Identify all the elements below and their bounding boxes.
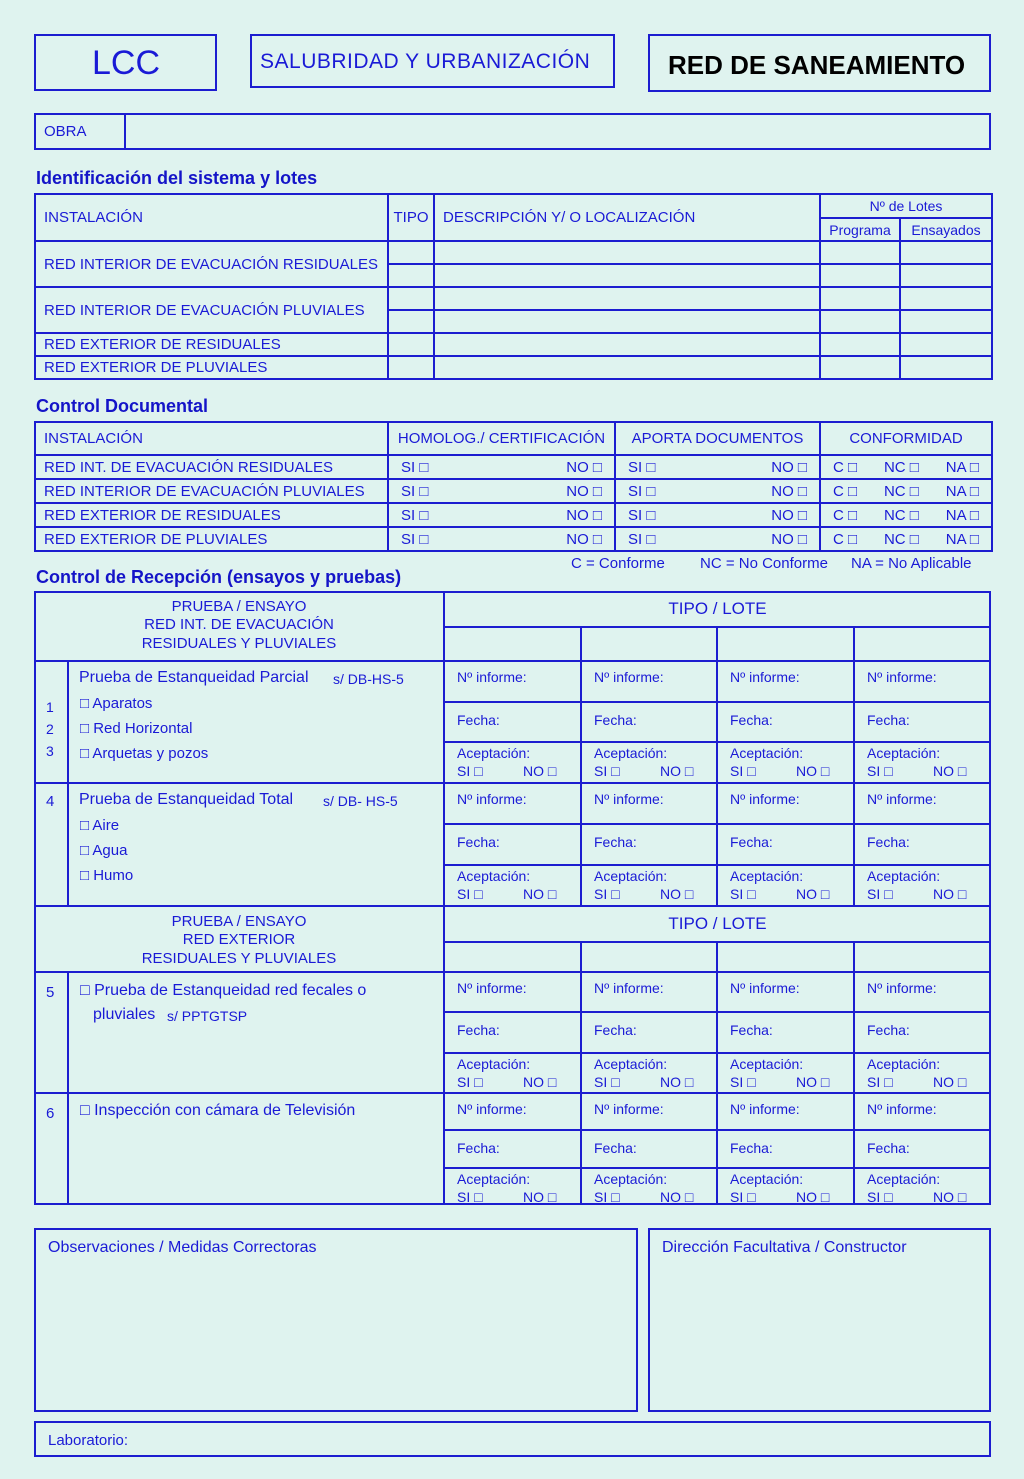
informe-field[interactable]: Nº informe: (457, 1101, 527, 1117)
test-title: Prueba de Estanqueidad Total (79, 791, 294, 808)
si-checkbox[interactable]: SI □ (730, 1073, 756, 1090)
aceptacion-label: Aceptación: (730, 1055, 804, 1072)
descripcion-field[interactable] (434, 310, 820, 333)
grid-line (34, 782, 991, 784)
laboratorio-label: Laboratorio: (48, 1432, 129, 1449)
no-checkbox[interactable]: NO □ (933, 886, 967, 902)
grid-line (444, 1052, 991, 1054)
nc-checkbox[interactable]: NC □ (883, 506, 919, 524)
obra-label: OBRA (35, 114, 125, 149)
aceptacion-label: Aceptación: (457, 868, 531, 884)
na-checkbox[interactable]: NA □ (945, 458, 979, 476)
informe-field[interactable]: Nº informe: (594, 1101, 664, 1117)
legend-nc: NC = No Conforme (700, 555, 828, 572)
grid-line (444, 741, 991, 743)
si-checkbox[interactable]: SI □ (628, 458, 656, 476)
section-box (250, 34, 615, 88)
doc-col-instalacion: INSTALACIÓN (35, 422, 388, 455)
si-checkbox[interactable]: SI □ (730, 763, 756, 780)
si-checkbox[interactable]: SI □ (867, 886, 893, 902)
si-checkbox[interactable]: SI □ (594, 1188, 620, 1205)
no-checkbox[interactable]: NO □ (796, 763, 830, 780)
fecha-field[interactable]: Fecha: (867, 834, 910, 850)
fecha-field[interactable]: Fecha: (594, 834, 637, 850)
informe-field[interactable]: Nº informe: (867, 980, 937, 996)
doc-row-label: RED EXTERIOR DE PLUVIALES (35, 527, 388, 551)
programa-field[interactable] (820, 287, 900, 310)
c-checkbox[interactable]: C □ (833, 506, 858, 524)
legend-na: NA = No Aplicable (851, 555, 972, 572)
na-checkbox[interactable]: NA □ (945, 530, 979, 548)
tipo-lote-header: TIPO / LOTE (668, 914, 767, 933)
documental-table (34, 421, 993, 552)
programa-field[interactable] (820, 241, 900, 264)
fecha-field[interactable]: Fecha: (730, 1140, 773, 1157)
no-checkbox[interactable]: NO □ (566, 506, 602, 524)
grid-line (853, 941, 855, 1205)
si-checkbox[interactable]: SI □ (457, 1073, 483, 1090)
fecha-field[interactable]: Fecha: (457, 834, 500, 850)
col-ensayados: Ensayados (900, 218, 992, 241)
informe-field[interactable]: Nº informe: (730, 980, 800, 996)
lcc-logo-text: LCC (92, 44, 161, 82)
grid-line (67, 661, 69, 906)
fecha-field[interactable]: Fecha: (457, 1140, 500, 1157)
informe-field[interactable]: Nº informe: (594, 980, 664, 996)
ensayados-field[interactable] (900, 333, 992, 356)
col-instalacion: INSTALACIÓN (35, 194, 388, 241)
fecha-field[interactable]: Fecha: (867, 1022, 910, 1039)
si-checkbox[interactable]: SI □ (594, 1073, 620, 1090)
doc-col-homolog: HOMOLOG./ CERTIFICACIÓN (388, 422, 615, 455)
grid-line (34, 591, 36, 1205)
no-checkbox[interactable]: NO □ (933, 763, 967, 780)
informe-field[interactable]: Nº informe: (730, 791, 800, 807)
test-number: 5 (46, 984, 55, 1001)
direccion-label: Dirección Facultativa / Constructor (662, 1239, 907, 1256)
grid-line (34, 1092, 991, 1094)
block1-title-line: RED INT. DE EVACUACIÓN (144, 616, 334, 633)
fecha-field[interactable]: Fecha: (730, 834, 773, 850)
option-checkbox[interactable]: □ Aparatos (80, 695, 153, 712)
obra-field[interactable] (125, 114, 990, 149)
no-checkbox[interactable]: NO □ (566, 482, 602, 500)
aceptacion-label: Aceptación: (594, 1170, 668, 1187)
nc-checkbox[interactable]: NC □ (883, 530, 919, 548)
si-checkbox[interactable]: SI □ (457, 1188, 483, 1205)
title-box (648, 34, 991, 92)
aceptacion-label: Aceptación: (457, 1170, 531, 1187)
nc-checkbox[interactable]: NC □ (883, 482, 919, 500)
programa-field[interactable] (820, 310, 900, 333)
row-instalacion: RED INTERIOR DE EVACUACIÓN RESIDUALES (35, 241, 388, 287)
grid-line (444, 1129, 991, 1131)
grid-line (444, 823, 991, 825)
row-instalacion: RED INTERIOR DE EVACUACIÓN PLUVIALES (35, 287, 388, 333)
informe-field[interactable]: Nº informe: (867, 669, 937, 685)
doc-row-label: RED INTERIOR DE EVACUACIÓN PLUVIALES (35, 479, 388, 503)
informe-field[interactable]: Nº informe: (457, 791, 527, 807)
aceptacion-label: Aceptación: (594, 1055, 668, 1072)
si-checkbox[interactable]: SI □ (628, 530, 656, 548)
no-checkbox[interactable]: NO □ (660, 1073, 694, 1090)
tipo-field[interactable] (388, 264, 434, 287)
test-title: Prueba de Estanqueidad Parcial (79, 669, 309, 686)
informe-field[interactable]: Nº informe: (867, 791, 937, 807)
test-reference: s/ DB-HS-5 (333, 671, 404, 687)
tipo-field[interactable] (388, 356, 434, 379)
na-checkbox[interactable]: NA □ (945, 506, 979, 524)
no-checkbox[interactable]: NO □ (771, 506, 807, 524)
no-checkbox[interactable]: NO □ (523, 1188, 557, 1205)
ensayados-field[interactable] (900, 287, 992, 310)
option-checkbox[interactable]: □ Red Horizontal (80, 720, 193, 737)
test-title-cont: pluviales (93, 1006, 156, 1023)
grid-line (34, 591, 991, 593)
no-checkbox[interactable]: NO □ (771, 458, 807, 476)
si-checkbox[interactable]: SI □ (628, 506, 656, 524)
fecha-field[interactable]: Fecha: (594, 711, 637, 728)
laboratorio-box[interactable] (34, 1421, 991, 1457)
si-checkbox[interactable]: SI □ (628, 482, 656, 500)
observaciones-label: Observaciones / Medidas Correctoras (48, 1239, 317, 1256)
fecha-field[interactable]: Fecha: (867, 1140, 910, 1157)
test-number: 1 (46, 699, 54, 715)
col-lotes: Nº de Lotes (820, 194, 992, 218)
programa-field[interactable] (820, 356, 900, 379)
si-checkbox[interactable]: SI □ (730, 1188, 756, 1205)
no-checkbox[interactable]: NO □ (566, 530, 602, 548)
fecha-field[interactable]: Fecha: (594, 1140, 637, 1157)
no-checkbox[interactable]: NO □ (771, 482, 807, 500)
programa-field[interactable] (820, 333, 900, 356)
doc-row-label: RED INT. DE EVACUACIÓN RESIDUALES (35, 455, 388, 479)
no-checkbox[interactable]: NO □ (660, 886, 694, 902)
fecha-field[interactable]: Fecha: (867, 711, 910, 728)
si-checkbox[interactable]: SI □ (867, 763, 893, 780)
no-checkbox[interactable]: NO □ (796, 886, 830, 902)
option-checkbox[interactable]: □ Agua (80, 842, 128, 859)
informe-field[interactable]: Nº informe: (594, 791, 664, 807)
si-checkbox[interactable]: SI □ (457, 886, 483, 902)
no-checkbox[interactable]: NO □ (771, 530, 807, 548)
si-checkbox[interactable]: SI □ (401, 458, 429, 476)
no-checkbox[interactable]: NO □ (523, 763, 557, 780)
si-checkbox[interactable]: SI □ (594, 763, 620, 780)
option-checkbox[interactable]: □ Humo (80, 867, 134, 884)
recepcion-grid (34, 591, 991, 1205)
tipo-lote-header: TIPO / LOTE (668, 599, 767, 618)
fecha-field[interactable]: Fecha: (594, 1022, 637, 1039)
legend-c: C = Conforme (571, 555, 665, 572)
test-title[interactable]: □ Prueba de Estanqueidad red fecales o (80, 982, 367, 999)
fecha-field[interactable]: Fecha: (730, 711, 773, 728)
page-title: RED DE SANEAMIENTO (668, 50, 966, 80)
grid-line (716, 941, 718, 1205)
informe-field[interactable]: Nº informe: (730, 669, 800, 685)
aceptacion-label: Aceptación: (730, 868, 804, 884)
no-checkbox[interactable]: NO □ (933, 1188, 967, 1205)
no-checkbox[interactable]: NO □ (523, 886, 557, 902)
row-instalacion: RED EXTERIOR DE PLUVIALES (35, 356, 388, 379)
grid-line (444, 1011, 991, 1013)
grid-line (444, 1167, 991, 1169)
block2-title-line: PRUEBA / ENSAYO (171, 913, 307, 930)
test-reference: s/ PPTGTSP (167, 1008, 248, 1024)
grid-line (580, 941, 582, 1205)
no-checkbox[interactable]: NO □ (796, 1073, 830, 1090)
aceptacion-label: Aceptación: (594, 868, 668, 884)
aceptacion-label: Aceptación: (867, 745, 941, 762)
ensayados-field[interactable] (900, 310, 992, 333)
doc-col-conformidad: CONFORMIDAD (820, 422, 992, 455)
col-tipo: TIPO (388, 194, 434, 241)
si-checkbox[interactable]: SI □ (401, 482, 429, 500)
grid-line (34, 1203, 991, 1205)
test-number: 3 (46, 743, 54, 759)
grid-line (443, 591, 445, 1205)
test-reference: s/ DB- HS-5 (323, 793, 398, 809)
ensayados-field[interactable] (900, 241, 992, 264)
descripcion-field[interactable] (434, 333, 820, 356)
informe-field[interactable]: Nº informe: (730, 1101, 800, 1117)
tipo-field[interactable] (388, 333, 434, 356)
aceptacion-label: Aceptación: (867, 1170, 941, 1187)
aceptacion-label: Aceptación: (867, 868, 941, 884)
no-checkbox[interactable]: NO □ (796, 1188, 830, 1205)
block1-title-line: RESIDUALES Y PLUVIALES (141, 635, 337, 652)
test-number: 6 (46, 1105, 55, 1122)
si-checkbox[interactable]: SI □ (867, 1188, 893, 1205)
descripcion-field[interactable] (434, 356, 820, 379)
section-title: SALUBRIDAD Y URBANIZACIÓN (260, 50, 591, 73)
no-checkbox[interactable]: NO □ (660, 763, 694, 780)
fecha-field[interactable]: Fecha: (730, 1022, 773, 1039)
col-programa: Programa (820, 218, 900, 241)
no-checkbox[interactable]: NO □ (933, 1073, 967, 1090)
descripcion-field[interactable] (434, 264, 820, 287)
doc-row-label: RED EXTERIOR DE RESIDUALES (35, 503, 388, 527)
option-checkbox[interactable]: □ Arquetas y pozos (80, 745, 209, 762)
descripcion-field[interactable] (434, 241, 820, 264)
aceptacion-label: Aceptación: (457, 745, 531, 762)
tipo-field[interactable] (388, 287, 434, 310)
descripcion-field[interactable] (434, 287, 820, 310)
block1-title-line: PRUEBA / ENSAYO (171, 598, 307, 615)
si-checkbox[interactable]: SI □ (401, 506, 429, 524)
test-title[interactable]: □ Inspección con cámara de Televisión (80, 1102, 356, 1119)
aceptacion-label: Aceptación: (730, 1170, 804, 1187)
test-number: 2 (46, 721, 54, 737)
na-checkbox[interactable]: NA □ (945, 482, 979, 500)
obra-table (34, 113, 991, 150)
grid-line (444, 864, 991, 866)
c-checkbox[interactable]: C □ (833, 458, 858, 476)
doc-col-aporta: APORTA DOCUMENTOS (615, 422, 820, 455)
grid-line (34, 660, 991, 662)
recepcion-heading: Control de Recepción (ensayos y pruebas) (36, 567, 402, 587)
lcc-box (34, 34, 217, 91)
informe-field[interactable]: Nº informe: (867, 1101, 937, 1117)
si-checkbox[interactable]: SI □ (730, 886, 756, 902)
block2-title-line: RESIDUALES Y PLUVIALES (141, 950, 337, 967)
ensayados-field[interactable] (900, 356, 992, 379)
si-checkbox[interactable]: SI □ (867, 1073, 893, 1090)
aceptacion-label: Aceptación: (867, 1055, 941, 1072)
col-descripcion: DESCRIPCIÓN Y/ O LOCALIZACIÓN (434, 194, 820, 241)
aceptacion-label: Aceptación: (594, 745, 668, 762)
direccion-box[interactable] (648, 1228, 991, 1412)
no-checkbox[interactable]: NO □ (523, 1073, 557, 1090)
ensayados-field[interactable] (900, 264, 992, 287)
identificacion-heading: Identificación del sistema y lotes (36, 168, 318, 188)
identificacion-table (34, 193, 993, 380)
si-checkbox[interactable]: SI □ (401, 530, 429, 548)
grid-line (67, 972, 69, 1205)
grid-line (34, 971, 991, 973)
option-checkbox[interactable]: □ Aire (80, 817, 120, 834)
test-number: 4 (46, 793, 55, 810)
nc-checkbox[interactable]: NC □ (883, 458, 919, 476)
c-checkbox[interactable]: C □ (833, 530, 858, 548)
programa-field[interactable] (820, 264, 900, 287)
documental-heading: Control Documental (36, 396, 209, 416)
grid-line (989, 591, 991, 1205)
fecha-field[interactable]: Fecha: (457, 1022, 500, 1039)
no-checkbox[interactable]: NO □ (660, 1188, 694, 1205)
block2-title-line: RED EXTERIOR (182, 931, 296, 948)
observaciones-box[interactable] (34, 1228, 638, 1412)
fecha-field[interactable]: Fecha: (457, 711, 500, 728)
informe-field[interactable]: Nº informe: (594, 669, 664, 685)
informe-field[interactable]: Nº informe: (457, 669, 527, 685)
grid-line (444, 701, 991, 703)
no-checkbox[interactable]: NO □ (566, 458, 602, 476)
si-checkbox[interactable]: SI □ (594, 886, 620, 902)
aceptacion-label: Aceptación: (457, 1055, 531, 1072)
aceptacion-label: Aceptación: (730, 745, 804, 762)
grid-line (34, 905, 991, 907)
row-instalacion: RED EXTERIOR DE RESIDUALES (35, 333, 388, 356)
tipo-field[interactable] (388, 310, 434, 333)
tipo-field[interactable] (388, 241, 434, 264)
si-checkbox[interactable]: SI □ (457, 763, 483, 780)
informe-field[interactable]: Nº informe: (457, 980, 527, 996)
c-checkbox[interactable]: C □ (833, 482, 858, 500)
